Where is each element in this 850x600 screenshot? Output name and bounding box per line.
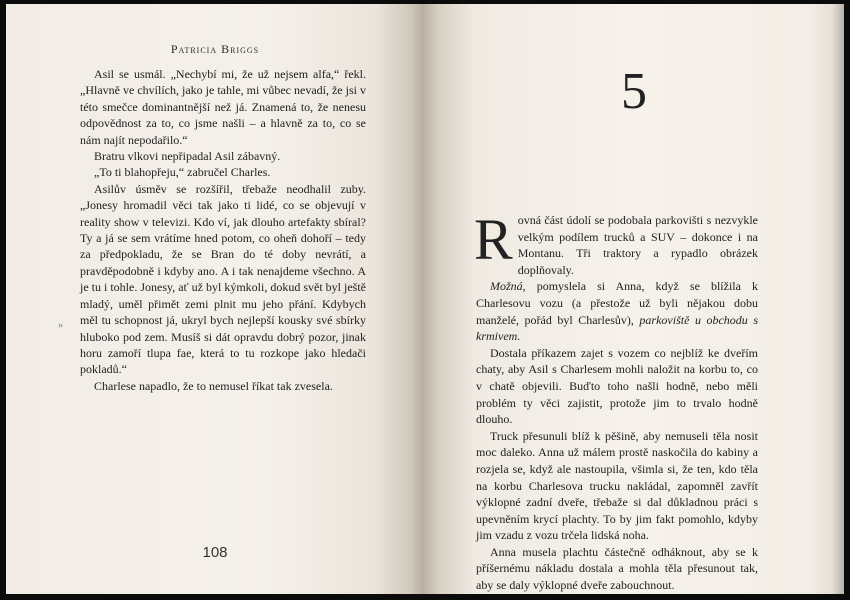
paragraph: Dostala příkazem zajet s vozem co nejblíž ke dveřím chaty, aby Asil s Charlesem mohli naložit na korbu to, co v chatě objevili. Buďto toho našli hodně, nebo měli problém ty věci zajistit, protože jim to trvalo hodně dlouho. [476, 345, 758, 427]
running-head: Patricia Briggs [170, 42, 260, 56]
chapter-number: 5 [621, 63, 647, 120]
paragraph [474, 207, 758, 278]
paragraph [476, 278, 758, 344]
paragraph: Asil se usmál. „Nechybí mi, že už nejsem alfa,“ řekl. „Hlavně ve chvílích, jako je tahle, mi vůbec nevadí, že jsi v této smečce dominantnější než já. Znamená to, že nenesu odpovědnost za to, co jsme našli – a hlavně za to, co se nám najít nepodařilo.“ [80, 67, 366, 147]
right-page [424, 4, 844, 594]
italic-text: parkoviště u obchodu s krmivem. [476, 312, 759, 344]
left-page [6, 4, 424, 594]
italic-text: Možná, [490, 279, 526, 294]
paragraph: Charlese napadlo, že to nemusel říkat tak zvesela. [94, 378, 333, 393]
book-spread [6, 4, 844, 594]
right-page-text [474, 207, 759, 594]
paragraph: Asilův úsměv se rozšířil, třebaže neodhalil zuby. „Jonesy hromadil věci tak jako ti lidé, co se objevují v reality show v televizi. Kdo ví, jak dlouho artefakty sbíral? Ty a já se sem vrátíme hned potom, co oheň dohoří – tedy za předpokladu, že se Bran do té doby nevrátí, a pravděpodobně i kdyby ano. A i tak nenajdeme všechno. A je tu i tohle. Jonesy, ať už byl kýmkoli, dokud svět byl ještě mladý, uměl přimět zemi plnit mu jeho přání. Kdybych měl tu schopnost já, ukryl bych nejlepší kousky své sbírky hluboko pod zem. Musíš si dát opravdu dobrý pozor, jinak horu zamoří tlupa fae, která to tu rozkope jako hledači pokladů.“ [80, 181, 366, 377]
page-number: 108 [202, 544, 228, 561]
paragraph-text: ovná část údolí se podobala parkovišti s nezvykle velkým podílem trucků a SUV – dokonce i na Montanu. Tři traktory a rypadlo obrázek doplňovaly. [517, 213, 758, 277]
paragraph: Bratru vlkovi nepřipadal Asil zábavný. [94, 149, 281, 164]
drop-cap: R [474, 207, 513, 272]
paragraph: Anna musela plachtu částečně odháknout, aby se k příšernému nákladu dostala a mohla těla přesunout tak, aby se daly výklopné dveře zabouchnout. [476, 544, 758, 593]
paragraph: „To ti blahopřeju,“ zabručel Charles. [94, 165, 271, 180]
paragraph-text: pomyslela si Anna, když se blížila k Charlesovu vozu (a přestože už byli nějakou dobu manželé, pořád byl Charlesův), [476, 279, 758, 327]
paragraph: Truck přesunuli blíž k pěšině, aby nemuseli těla nosit moc daleko. Anna už málem prostě naskočila do kabiny a rozjela se, když ale nastoupila, všimla si, že ten, kdo těla na korbu Charlesova trucku nakládal, zapomněl zavřít výklopné zadní dveře, třebaže si dal důkladnou práci s upevněním krycí plachty. To by jim fakt pomohlo, kdyby jim vzadu z vozu trčela lidská noha. [476, 428, 758, 543]
margin-mark: » [58, 320, 63, 331]
left-page-text [80, 66, 366, 394]
